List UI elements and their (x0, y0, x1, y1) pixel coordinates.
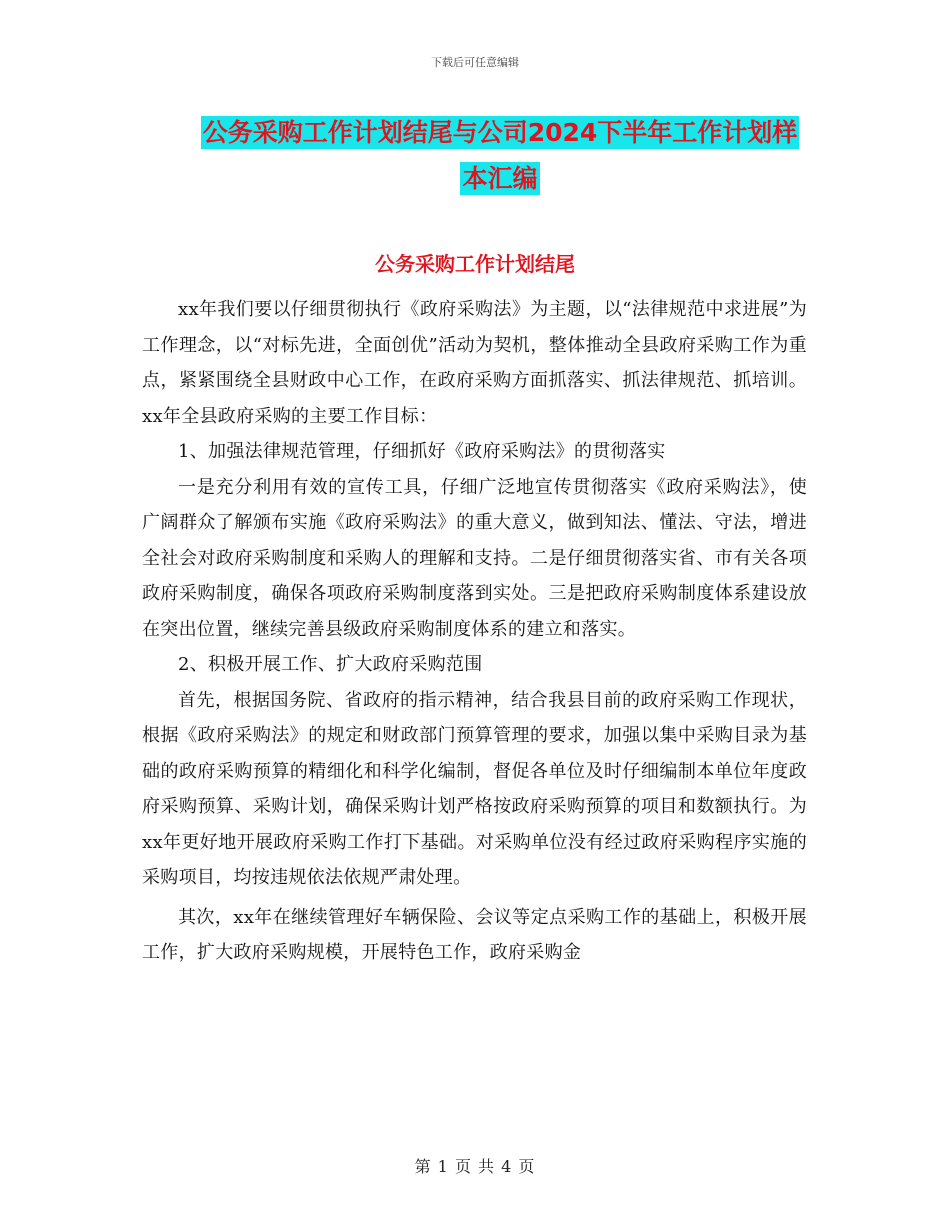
document-title (140, 110, 860, 202)
document-title-line-2: 本汇编 (462, 164, 538, 193)
page-number: 第 1 页 共 4 页 (414, 1157, 536, 1176)
paragraph-3-body: 其次，xx年在继续管理好车辆保险、会议等定点采购工作的基础上，积极开展工作，扩大政府采购规模，开展特色工作，政府采购金 (142, 906, 807, 963)
paragraph-1-body: 一是充分利用有效的宣传工具，仔细广泛地宣传贯彻落实《政府采购法》，使广阔群众了解颁布实施《政府采购法》的重大意义，做到知法、懂法、守法，增进全社会对政府采购制度和采购人的理解和支持。二是仔细贯彻落实省、市有关各项政府采购制度，确保各项政府采购制度落到实处。三是把政府采购制度体系建设放在突出位置，继续完善县级政府采购制度体系的建立和落实。 (142, 476, 807, 640)
paragraph-heading-1: 1、加强法律规范管理，仔细抓好《政府采购法》的贯彻落实 (178, 441, 666, 462)
header-note: 下载后可任意编辑 (431, 56, 519, 69)
document-body (142, 292, 807, 971)
paragraph-intro: xx年我们要以仔细贯彻执行《政府采购法》为主题，以“法律规范中求进展”为工作理念，以“对标先进，全面创优”活动为契机，整体推动全县政府采购工作为重点，紧紧围绕全县财政中心工作，在政府采购方面抓落实、抓法律规范、抓培训。xx年全县政府采购的主要工作目标： (142, 299, 807, 427)
section-title: 公务采购工作计划结尾 (375, 252, 575, 276)
paragraph-2-body: 首先，根据国务院、省政府的指示精神，结合我县目前的政府采购工作现状，根据《政府采购法》的规定和财政部门预算管理的要求，加强以集中采购目录为基础的政府采购预算的精细化和科学化编制，督促各单位及时仔细编制本单位年度政府采购预算、采购计划，确保采购计划严格按政府采购预算的项目和数额执行。为xx年更好地开展政府采购工作打下基础。对采购单位没有经过政府采购程序实施的采购项目，均按违规依法依规严肃处理。 (142, 689, 807, 888)
document-title-line-1: 公务采购工作计划结尾与公司2024下半年工作计划样 (202, 118, 798, 147)
paragraph-heading-2: 2、积极开展工作、扩大政府采购范围 (178, 654, 483, 675)
